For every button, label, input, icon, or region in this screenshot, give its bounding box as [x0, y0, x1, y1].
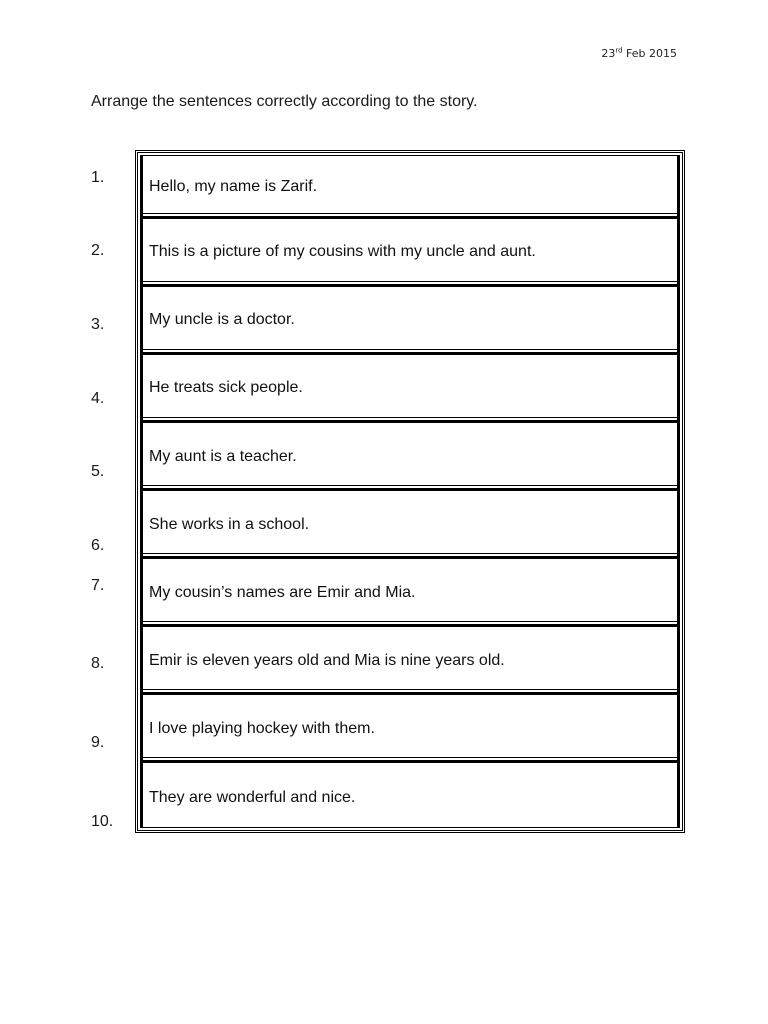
sentence-cell-10: They are wonderful and nice. [149, 789, 356, 806]
row-divider [143, 281, 677, 287]
item-number-7: 7. [91, 577, 105, 594]
sentence-table [135, 150, 685, 833]
sentence-cell-3: My uncle is a doctor. [149, 311, 295, 328]
date-suffix: rd [615, 46, 623, 55]
item-number-1: 1. [91, 169, 105, 186]
row-divider [143, 349, 677, 355]
item-number-6: 6. [91, 537, 105, 554]
sentence-cell-5: My aunt is a teacher. [149, 448, 297, 465]
instruction-text: Arrange the sentences correctly according to the story. [91, 93, 478, 110]
sentence-cell-9: I love playing hockey with them. [149, 720, 375, 737]
sentence-table-inner [140, 155, 680, 828]
row-divider [143, 485, 677, 491]
sentence-cell-7: My cousin’s names are Emir and Mia. [149, 584, 416, 601]
row-divider [143, 757, 677, 763]
date-month-year: Feb 2015 [622, 47, 677, 60]
row-divider [143, 417, 677, 423]
sentence-cell-8: Emir is eleven years old and Mia is nine years old. [149, 652, 505, 669]
sentence-cell-1: Hello, my name is Zarif. [149, 178, 318, 195]
row-divider [143, 689, 677, 695]
item-number-4: 4. [91, 390, 105, 407]
item-number-10: 10. [91, 813, 114, 830]
item-number-5: 5. [91, 463, 105, 480]
sentence-cell-4: He treats sick people. [149, 379, 303, 396]
date-day: 23 [601, 47, 616, 60]
row-divider [143, 213, 677, 219]
item-number-9: 9. [91, 734, 105, 751]
sentence-cell-2: This is a picture of my cousins with my uncle and aunt. [149, 243, 536, 260]
row-divider [143, 621, 677, 627]
item-number-3: 3. [91, 316, 105, 333]
sentence-cell-6: She works in a school. [149, 516, 310, 533]
item-number-2: 2. [91, 242, 105, 259]
row-divider [143, 553, 677, 559]
document-date [601, 47, 677, 60]
item-number-8: 8. [91, 655, 105, 672]
